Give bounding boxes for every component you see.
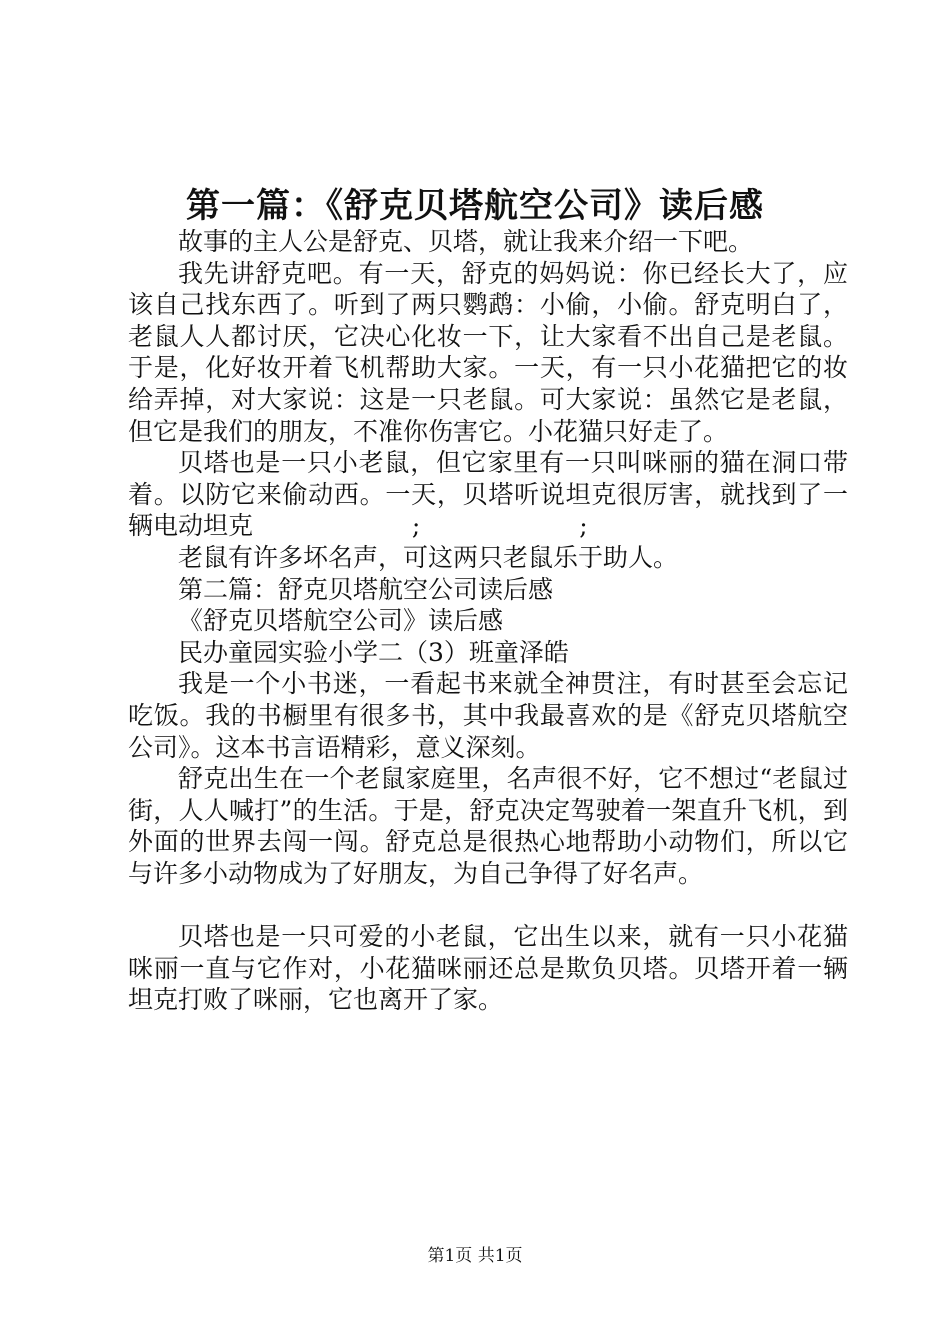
- paragraph-gap: [128, 889, 848, 921]
- section-subtitle: 《舒克贝塔航空公司》读后感: [178, 606, 504, 636]
- paragraph-bookworm: 我是一个小书迷，一看起书来就全神贯注，有时甚至会忘记吃饭。我的书橱里有很多书，其中我最喜欢的是《舒克贝塔航空公司》。这本书言语精彩，意义深刻。: [128, 669, 848, 762]
- paragraph-summary: 老鼠有许多坏名声，可这两只老鼠乐于助人。: [178, 542, 679, 572]
- page-footer: 第1页 共1页: [427, 1246, 523, 1266]
- paragraph-shuke-2: 舒克出生在一个老鼠家庭里，名声很不好，它不想过“老鼠过街，人人喊打”的生活。于是，舒克决定驾驶着一架直升飞机，到外面的世界去闯一闯。舒克总是很热心地帮助小动物们，所以它与许多小动物成为了好朋友，为自己争得了好名声。: [128, 764, 848, 888]
- author-line: 民办童园实验小学二（3）班童泽皓: [178, 637, 569, 667]
- paragraph-intro: 故事的主人公是舒克、贝塔，就让我来介绍一下吧。: [178, 227, 754, 256]
- section-heading-second: 第二篇：舒克贝塔航空公司读后感: [178, 574, 554, 604]
- paragraph-shuke: 我先讲舒克吧。有一天，舒克的妈妈说：你已经长大了，应该自己找东西了。听到了两只鹦鹉：小偷，小偷。舒克明白了，老鼠人人都讨厌，它决心化妆一下，让大家看不出自己是老鼠。于是，化好妆开着飞机帮助大家。一天，有一只小花猫把它的妆给弄掉，对大家说：这是一只老鼠。可大家说：虽然它是老鼠，但它是我们的朋友，不准你伤害它。小花猫只好走了。: [128, 258, 848, 446]
- paragraph-beita: 贝塔也是一只小老鼠，但它家里有一只叫咪丽的猫在洞口带着。以防它来偷动西。一天，贝塔听说坦克很厉害，就找到了一辆电动坦克 ; ;: [128, 448, 848, 541]
- document-body: [128, 226, 848, 1016]
- paragraph-beita-2: 贝塔也是一只可爱的小老鼠，它出生以来，就有一只小花猫咪丽一直与它作对，小花猫咪丽还总是欺负贝塔。贝塔开着一辆坦克打败了咪丽，它也离开了家。: [128, 922, 848, 1015]
- document-title: 第一篇：《舒克贝塔航空公司》读后感: [186, 186, 764, 226]
